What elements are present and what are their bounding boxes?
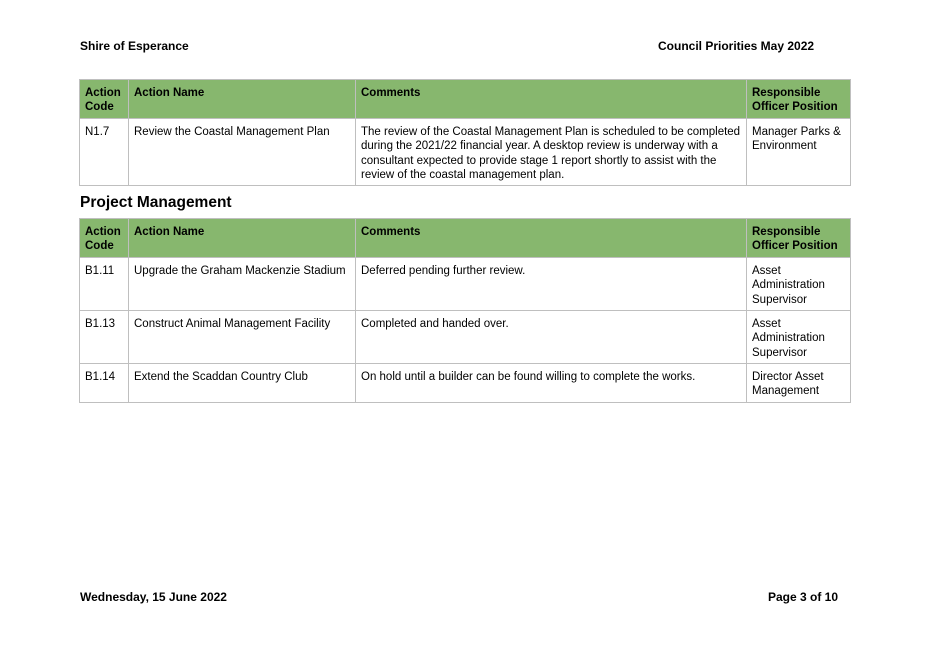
column-header-officer: Responsible Officer Position xyxy=(747,219,851,258)
cell-officer: Director Asset Management xyxy=(747,364,851,403)
header-document-title: Council Priorities May 2022 xyxy=(658,39,815,53)
cell-action-name: Upgrade the Graham Mackenzie Stadium xyxy=(129,258,356,311)
column-header-action-name: Action Name xyxy=(129,80,356,119)
column-header-comments: Comments xyxy=(356,219,747,258)
section-title-project-management: Project Management xyxy=(80,194,232,211)
cell-comments: The review of the Coastal Management Plan is scheduled to be completed during the 2021/22 financial year. A desktop review is underway with a consultant expected to provide stage 1 report shortly to assist with the review of the coastal management plan. xyxy=(356,119,747,186)
column-header-officer: Responsible Officer Position xyxy=(747,80,851,119)
cell-action-code: B1.14 xyxy=(80,364,129,403)
cell-officer: Asset Administration Supervisor xyxy=(747,258,851,311)
cell-action-name: Construct Animal Management Facility xyxy=(129,311,356,364)
cell-action-code: B1.11 xyxy=(80,258,129,311)
table-row xyxy=(80,119,851,186)
column-header-comments: Comments xyxy=(356,80,747,119)
cell-comments: Completed and handed over. xyxy=(356,311,747,364)
table-row xyxy=(80,258,851,311)
table-row xyxy=(80,311,851,364)
cell-action-code: B1.13 xyxy=(80,311,129,364)
header-organisation: Shire of Esperance xyxy=(80,39,189,53)
cell-action-name: Extend the Scaddan Country Club xyxy=(129,364,356,403)
cell-officer: Asset Administration Supervisor xyxy=(747,311,851,364)
action-table-coastal xyxy=(79,79,851,186)
table-header-row xyxy=(80,80,851,119)
column-header-action-name: Action Name xyxy=(129,219,356,258)
cell-comments: Deferred pending further review. xyxy=(356,258,747,311)
table-row xyxy=(80,364,851,403)
column-header-action-code: Action Code xyxy=(80,80,129,119)
action-table-project-management xyxy=(79,218,851,403)
column-header-action-code: Action Code xyxy=(80,219,129,258)
cell-comments: On hold until a builder can be found willing to complete the works. xyxy=(356,364,747,403)
cell-officer: Manager Parks & Environment xyxy=(747,119,851,186)
cell-action-name: Review the Coastal Management Plan xyxy=(129,119,356,186)
cell-action-code: N1.7 xyxy=(80,119,129,186)
footer-page-number: Page 3 of 10 xyxy=(768,590,839,604)
table-header-row xyxy=(80,219,851,258)
footer-date: Wednesday, 15 June 2022 xyxy=(80,590,227,604)
